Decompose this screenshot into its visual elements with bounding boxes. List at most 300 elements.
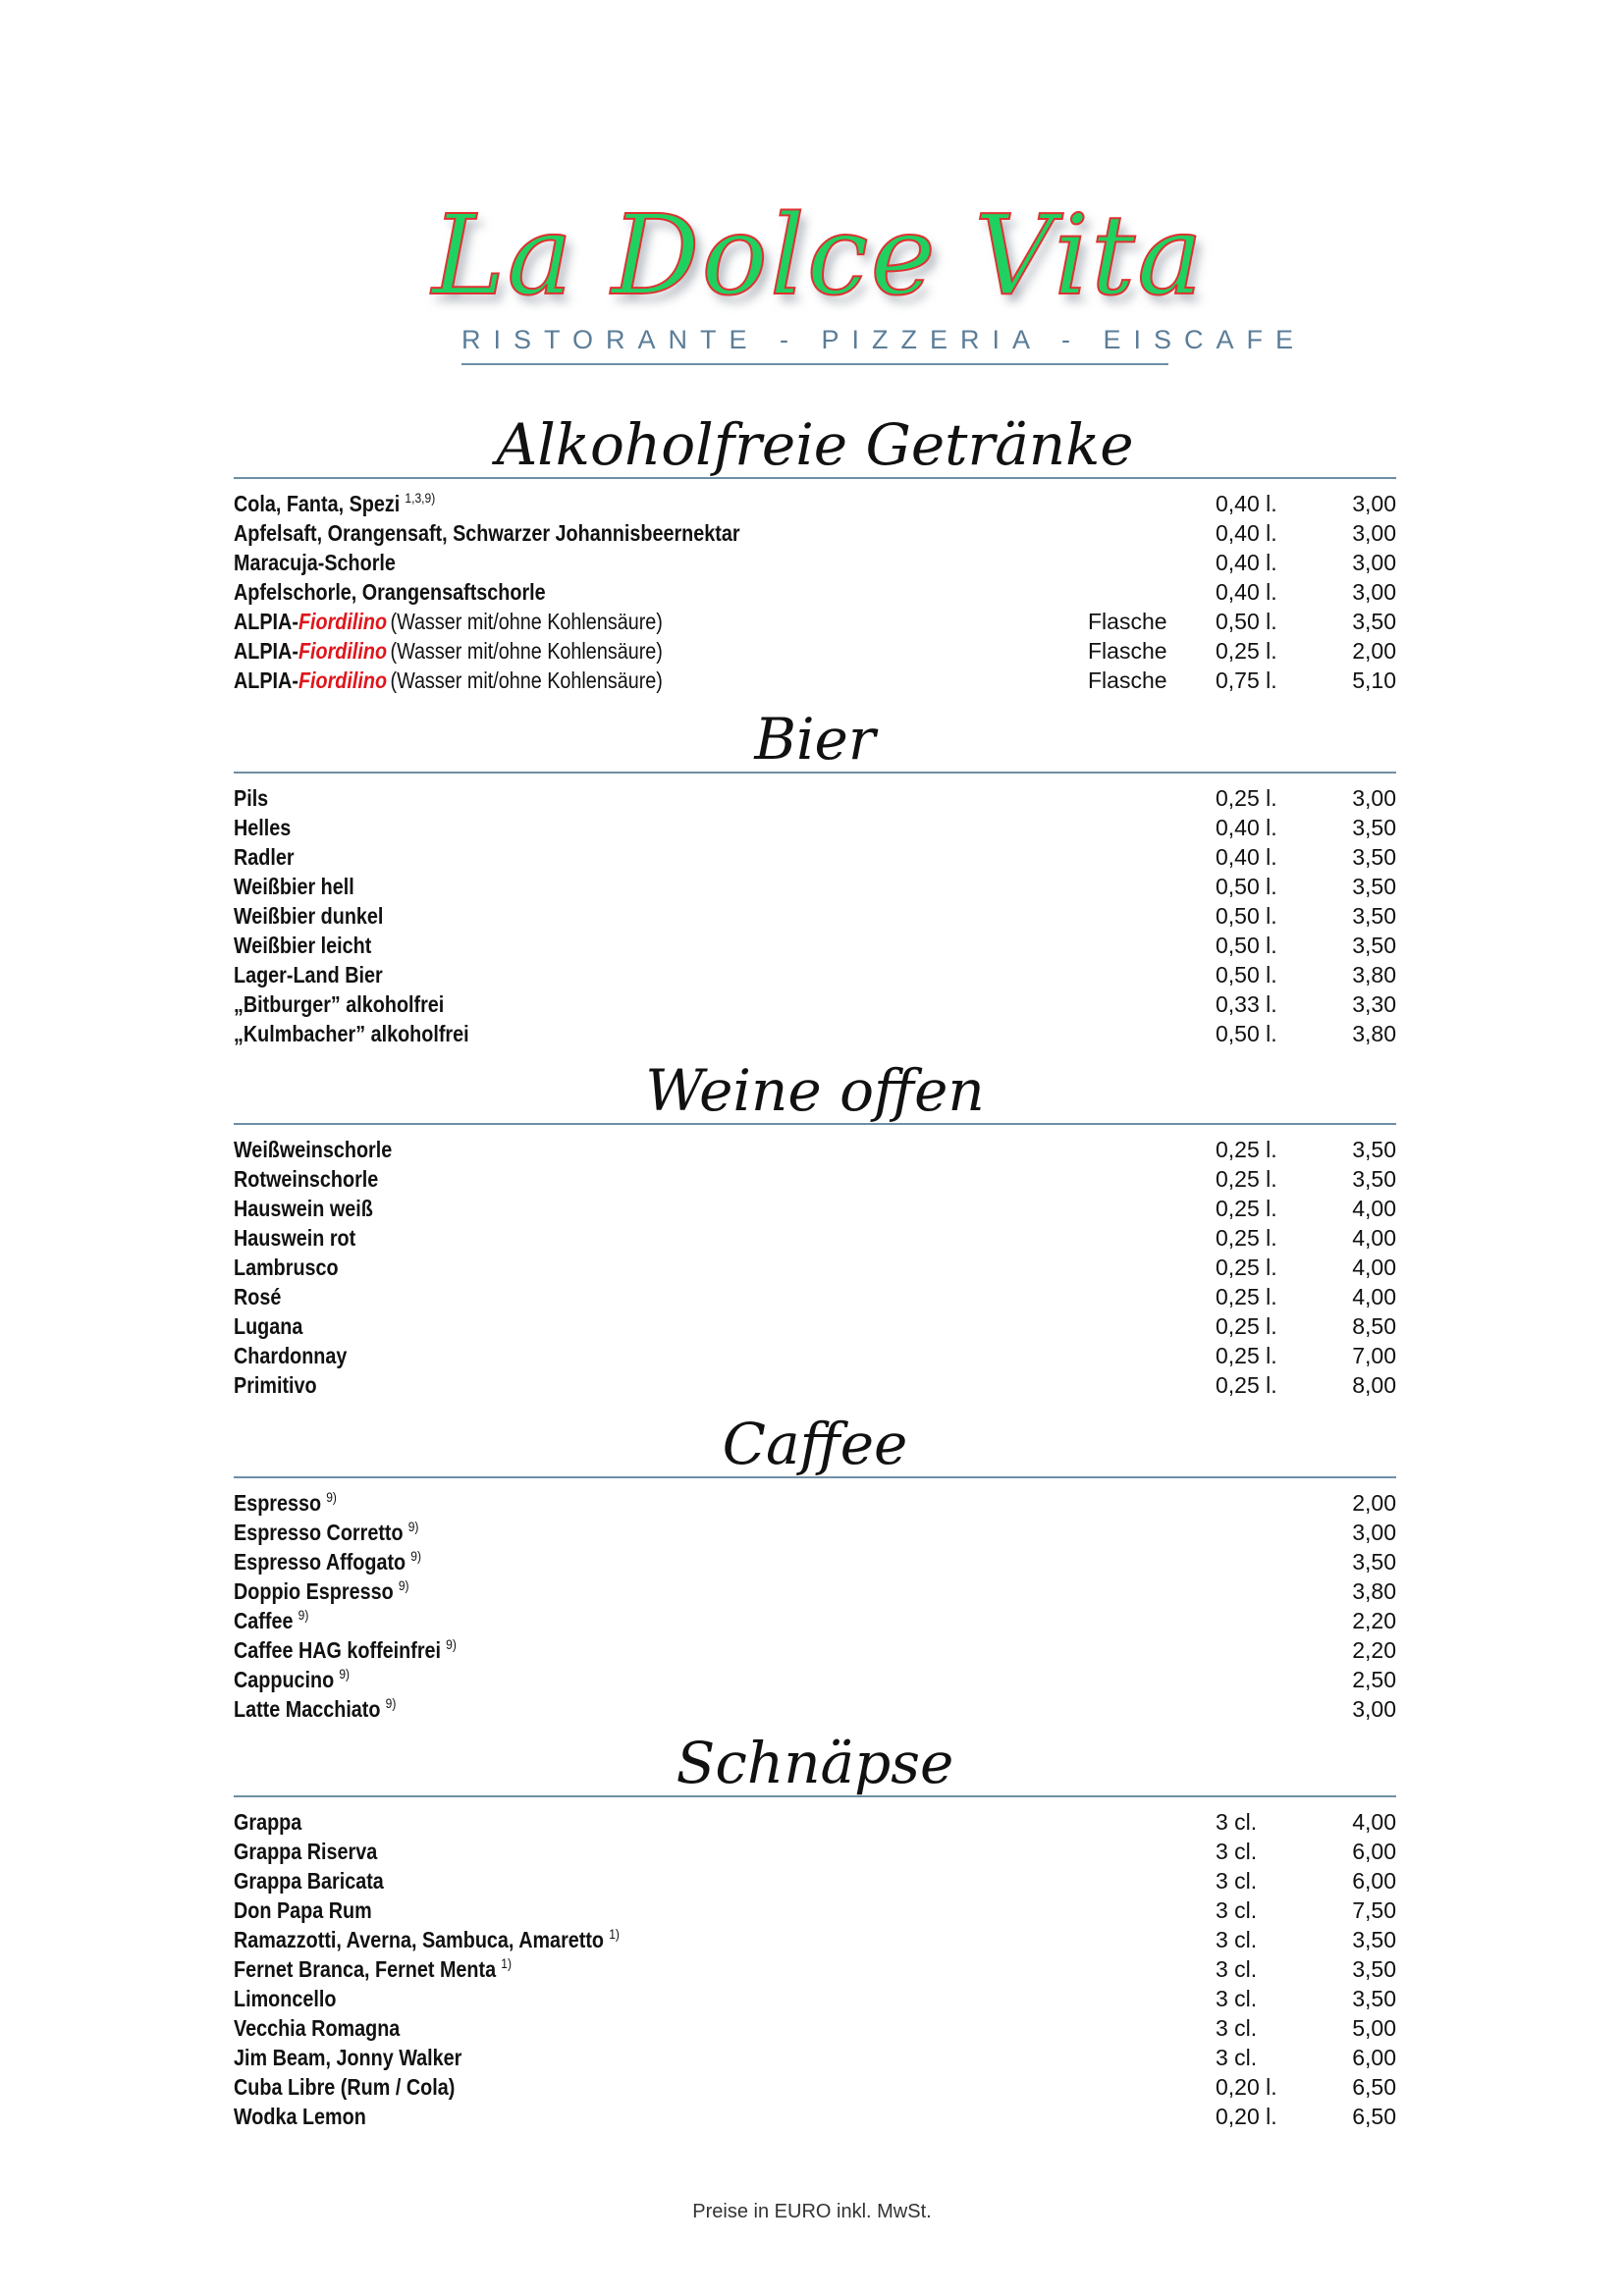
menu-item-name <box>234 1518 418 1550</box>
menu-item-note: (Wasser mit/ohne Kohlensäure) <box>390 638 663 664</box>
menu-item <box>234 931 1396 960</box>
menu-section <box>234 1058 1396 1400</box>
menu-item-label: Lambrusco <box>234 1255 339 1280</box>
menu-item-price: 3,50 <box>1352 1956 1396 1982</box>
menu-item-name <box>234 636 663 666</box>
menu-item-price: 3,00 <box>1352 550 1396 575</box>
menu-item-volume: 3 cl. <box>1216 1956 1258 1982</box>
menu-item-volume: 0,25 l. <box>1216 1343 1277 1368</box>
brand-name: ALPIA- <box>234 609 298 634</box>
dot-leader <box>1283 1164 1349 1194</box>
menu-item-volume: 3 cl. <box>1216 1927 1258 1952</box>
menu-item <box>234 577 1396 607</box>
dot-leader <box>277 783 1206 813</box>
menu-item-label: „Kulmbacher” alkoholfrei <box>234 1021 469 1046</box>
menu-item-description <box>234 1341 365 1370</box>
menu-item-name <box>234 1984 336 2013</box>
dot-leader <box>392 901 1206 931</box>
menu-item <box>234 607 1396 636</box>
menu-item-label: Rotweinschorle <box>234 1166 379 1192</box>
dot-leader <box>1263 1866 1348 1896</box>
menu-item-price: 3,80 <box>1352 1578 1396 1604</box>
dot-leader <box>401 1135 1206 1164</box>
menu-item <box>234 1866 1396 1896</box>
dot-leader <box>748 518 1206 548</box>
menu-item <box>234 1837 1396 1866</box>
menu-item-label: „Bitburger” alkoholfrei <box>234 991 445 1017</box>
allergen-footnote: 9) <box>410 1548 421 1564</box>
menu-item-name <box>234 548 396 577</box>
menu-item-name <box>234 1370 317 1400</box>
menu-item-label: Apfelschorle, Orangensaftschorle <box>234 579 546 605</box>
menu-item-label: Helles <box>234 815 292 840</box>
menu-item-volume: 0,25 l. <box>1216 1196 1277 1221</box>
menu-item-price: 6,50 <box>1352 2074 1396 2100</box>
menu-item-volume: 0,25 l. <box>1216 638 1277 664</box>
menu-item-label: Weißbier hell <box>234 874 354 899</box>
dot-leader <box>1283 783 1349 813</box>
menu-item-description <box>234 960 406 989</box>
menu-item-volume: 0,40 l. <box>1216 550 1277 575</box>
menu-item-name <box>234 783 268 813</box>
dot-leader <box>1283 1282 1349 1311</box>
dot-leader <box>1283 1311 1349 1341</box>
menu-item-name <box>234 1547 421 1579</box>
menu-item-label: Primitivo <box>234 1372 317 1398</box>
menu-item-volume: 0,40 l. <box>1216 520 1277 546</box>
dot-leader <box>364 1223 1206 1253</box>
menu-item-price: 6,00 <box>1352 1868 1396 1894</box>
menu-item-note: (Wasser mit/ohne Kohlensäure) <box>390 667 663 693</box>
menu-item-price: 3,00 <box>1352 785 1396 811</box>
menu-item-volume: 0,25 l. <box>1216 1137 1277 1162</box>
menu-item-name <box>234 489 435 521</box>
restaurant-logo <box>432 192 1307 365</box>
menu-item-price: 4,00 <box>1352 1809 1396 1835</box>
menu-item <box>234 872 1396 901</box>
menu-item-label: Latte Macchiato <box>234 1696 381 1722</box>
menu-item-description <box>234 1984 352 2013</box>
menu-item-price: 3,00 <box>1352 579 1396 605</box>
menu-item-volume: 3 cl. <box>1216 2045 1258 2070</box>
menu-item-name <box>234 901 383 931</box>
dot-leader <box>1175 636 1208 666</box>
menu-item-price: 8,50 <box>1352 1313 1396 1339</box>
dot-leader <box>1283 1341 1349 1370</box>
menu-item <box>234 1019 1396 1048</box>
menu-item-volume: 0,25 l. <box>1216 1284 1277 1309</box>
menu-item-price: 3,30 <box>1352 991 1396 1017</box>
menu-item-description <box>234 1253 355 1282</box>
section-title: Caffee <box>722 1411 908 1477</box>
menu-item-name <box>234 842 295 872</box>
menu-item-volume: 0,25 l. <box>1216 1166 1277 1192</box>
menu-item-name <box>234 989 444 1019</box>
menu-item-name <box>234 1807 301 1837</box>
menu-item-price: 7,50 <box>1352 1897 1396 1923</box>
menu-item-price: 6,50 <box>1352 2104 1396 2129</box>
menu-item-price: 6,00 <box>1352 1839 1396 1864</box>
dot-leader <box>302 842 1206 872</box>
menu-item-price: 2,20 <box>1352 1608 1396 1633</box>
menu-item-name <box>234 1019 469 1048</box>
menu-item-description <box>234 1954 557 1987</box>
menu-item-price: 3,50 <box>1352 609 1396 634</box>
menu-item-volume: 0,25 l. <box>1216 1225 1277 1251</box>
menu-item-description <box>234 1925 682 1957</box>
allergen-footnote: 1,3,9) <box>405 490 436 506</box>
menu-item-price: 3,00 <box>1352 1696 1396 1722</box>
menu-item <box>234 1518 1396 1547</box>
menu-item-price: 3,00 <box>1352 1520 1396 1545</box>
dot-leader <box>1283 960 1349 989</box>
menu-item <box>234 1488 1396 1518</box>
menu-item <box>234 2072 1396 2102</box>
menu-item-description <box>234 1518 449 1550</box>
menu-item-volume: 0,20 l. <box>1216 2104 1277 2129</box>
dot-leader <box>463 2072 1206 2102</box>
menu-item-description <box>234 518 822 548</box>
dot-leader <box>1283 1370 1349 1400</box>
menu-item-label: Weißbier leicht <box>234 933 372 958</box>
menu-item-description <box>234 548 422 577</box>
dot-leader <box>453 989 1206 1019</box>
menu-item-name <box>234 1635 457 1668</box>
menu-item-description <box>234 813 300 842</box>
menu-item-label: Grappa <box>234 1809 302 1835</box>
section-title: Bier <box>754 706 876 773</box>
menu-item-description <box>234 1665 368 1697</box>
menu-item <box>234 1194 1396 1223</box>
dot-leader <box>1263 1807 1348 1837</box>
menu-item-label: Pils <box>234 785 269 811</box>
menu-item-name <box>234 2013 400 2043</box>
menu-item-name <box>234 1194 373 1223</box>
dot-leader <box>405 1694 1348 1724</box>
dot-leader <box>554 577 1206 607</box>
menu-item-description <box>234 1311 314 1341</box>
dot-leader <box>1283 813 1349 842</box>
menu-item-price: 3,50 <box>1352 1166 1396 1192</box>
brand-name: ALPIA- <box>234 638 298 664</box>
menu-item-label: Cuba Libre (Rum / Cola) <box>234 2074 456 2100</box>
dot-leader <box>1283 548 1349 577</box>
allergen-footnote: 9) <box>398 1577 409 1593</box>
menu-item-volume: 0,25 l. <box>1216 1313 1277 1339</box>
menu-item-description <box>234 1164 402 1194</box>
menu-item-label: Lugana <box>234 1313 303 1339</box>
menu-item <box>234 1370 1396 1400</box>
menu-item-description <box>234 607 732 636</box>
menu-item-price: 4,00 <box>1352 1225 1396 1251</box>
menu-item <box>234 2102 1396 2131</box>
menu-item-volume: 3 cl. <box>1216 1868 1258 1894</box>
brand-product-name: Fiordilino <box>298 638 388 664</box>
menu-item-description <box>234 1488 353 1521</box>
allergen-footnote: 9) <box>326 1489 337 1505</box>
menu-item-description <box>234 1282 289 1311</box>
menu-item-price: 4,00 <box>1352 1284 1396 1309</box>
menu-item-price: 3,50 <box>1352 1549 1396 1575</box>
menu-item-description <box>234 1019 508 1048</box>
menu-item-label: Cappucino <box>234 1667 335 1692</box>
section-title: Schnäpse <box>676 1730 954 1796</box>
menu-item-description <box>234 666 732 695</box>
menu-item-description <box>234 1370 330 1400</box>
menu-item <box>234 842 1396 872</box>
dot-leader <box>345 1984 1206 2013</box>
dot-leader <box>317 1606 1348 1635</box>
menu-item <box>234 489 1396 518</box>
menu-item-price: 3,00 <box>1352 520 1396 546</box>
menu-item <box>234 518 1396 548</box>
dot-leader <box>427 1518 1348 1547</box>
menu-item-name <box>234 960 383 989</box>
dot-leader <box>380 1896 1206 1925</box>
menu-item-label: Hauswein rot <box>234 1225 356 1251</box>
menu-item-price: 3,50 <box>1352 933 1396 958</box>
menu-item <box>234 1576 1396 1606</box>
container-label: Flasche <box>1088 609 1167 634</box>
menu-item-name <box>234 931 371 960</box>
menu-item-price: 5,00 <box>1352 2015 1396 2041</box>
dot-leader <box>387 1164 1206 1194</box>
menu-item-label: Apfelsaft, Orangensaft, Schwarzer Johannisbeernektar <box>234 520 740 546</box>
dot-leader <box>429 1547 1348 1576</box>
menu-item-name <box>234 1341 347 1370</box>
menu-item <box>234 666 1396 695</box>
dot-leader <box>325 1370 1206 1400</box>
menu-item-name <box>234 2102 366 2131</box>
menu-item-volume: 0,50 l. <box>1216 1021 1277 1046</box>
menu-item-description <box>234 1896 395 1925</box>
logo-name: La Dolce Vita <box>432 192 1205 320</box>
menu-item-price: 3,50 <box>1352 1137 1396 1162</box>
dot-leader <box>362 872 1206 901</box>
menu-item-label: Maracuja-Schorle <box>234 550 396 575</box>
dot-leader <box>1283 931 1349 960</box>
menu-item-label: Weißbier dunkel <box>234 903 384 929</box>
menu-item-name <box>234 1488 337 1521</box>
menu-item-volume: 3 cl. <box>1216 1897 1258 1923</box>
dot-leader <box>1283 989 1349 1019</box>
menu-item-price: 3,50 <box>1352 1986 1396 2011</box>
menu-item-volume: 0,40 l. <box>1216 579 1277 605</box>
menu-item-price: 3,50 <box>1352 844 1396 870</box>
dot-leader <box>310 1807 1206 1837</box>
dot-leader <box>1263 1925 1348 1954</box>
dot-leader <box>627 1925 1206 1954</box>
menu-item-description <box>234 636 732 666</box>
menu-item <box>234 1547 1396 1576</box>
menu-item-price: 3,80 <box>1352 1021 1396 1046</box>
brand-name: ALPIA- <box>234 667 298 693</box>
menu-item-price: 2,50 <box>1352 1667 1396 1692</box>
brand-product-name: Fiordilino <box>298 667 388 693</box>
menu-section <box>234 1412 1396 1724</box>
menu-item-description <box>234 1576 438 1609</box>
menu-item-label: Caffee <box>234 1608 294 1633</box>
menu-item-description <box>234 2013 427 2043</box>
menu-item-name <box>234 1253 339 1282</box>
menu-item-label: Rosé <box>234 1284 282 1309</box>
dot-leader <box>345 1488 1348 1518</box>
menu-item-volume: 0,40 l. <box>1216 491 1277 516</box>
dot-leader <box>470 2043 1206 2072</box>
allergen-footnote: 9) <box>385 1695 397 1711</box>
dot-leader <box>1283 666 1349 695</box>
menu-item-name <box>234 1164 378 1194</box>
menu-item-volume: 0,20 l. <box>1216 2074 1277 2100</box>
dot-leader <box>374 2102 1206 2131</box>
menu-item-description <box>234 1135 417 1164</box>
dot-leader <box>1283 901 1349 931</box>
menu-item-name <box>234 1896 372 1925</box>
dot-leader <box>1283 607 1349 636</box>
allergen-footnote: 1) <box>501 1955 512 1971</box>
menu-item-name <box>234 1606 308 1638</box>
dot-leader <box>1283 1223 1349 1253</box>
brand-product-name: Fiordilino <box>298 609 388 634</box>
dot-leader <box>1283 489 1349 518</box>
menu-item-label: Espresso <box>234 1490 322 1516</box>
menu-item-volume: 0,40 l. <box>1216 844 1277 870</box>
menu-item-price: 7,00 <box>1352 1343 1396 1368</box>
menu-item-name <box>234 1576 409 1609</box>
menu-item <box>234 1807 1396 1837</box>
dot-leader <box>1283 2102 1349 2131</box>
menu-item-description <box>234 577 596 607</box>
menu-item-description <box>234 872 374 901</box>
menu-item <box>234 813 1396 842</box>
menu-item <box>234 1282 1396 1311</box>
menu-item-price: 3,50 <box>1352 1927 1396 1952</box>
dot-leader <box>671 607 1076 636</box>
menu-item-description <box>234 783 274 813</box>
menu-item-label: Doppio Espresso <box>234 1578 394 1604</box>
menu-item-label: Weißweinschorle <box>234 1137 393 1162</box>
menu-item-name <box>234 1223 355 1253</box>
menu-item-volume: 0,50 l. <box>1216 962 1277 988</box>
menu-item-volume: 0,25 l. <box>1216 1255 1277 1280</box>
dot-leader <box>404 548 1206 577</box>
dot-leader <box>417 1576 1348 1606</box>
menu-item-price: 3,50 <box>1352 874 1396 899</box>
menu-item <box>234 960 1396 989</box>
menu-item-price: 5,10 <box>1352 667 1396 693</box>
allergen-footnote: 9) <box>407 1519 419 1534</box>
menu-item-name <box>234 1135 392 1164</box>
menu-item <box>234 1341 1396 1370</box>
menu-item-label: Grappa Baricata <box>234 1868 384 1894</box>
menu-item-label: Wodka Lemon <box>234 2104 366 2129</box>
menu-item-name <box>234 577 546 607</box>
dot-leader <box>1283 1253 1349 1282</box>
menu-item-description <box>234 489 468 521</box>
menu-item-volume: 3 cl. <box>1216 1986 1258 2011</box>
menu-item <box>234 1135 1396 1164</box>
menu-item-volume: 0,75 l. <box>1216 667 1277 693</box>
dot-leader <box>311 1311 1206 1341</box>
menu-item-name <box>234 813 291 842</box>
menu-item-name <box>234 666 663 695</box>
menu-item-name <box>234 1282 281 1311</box>
menu-item <box>234 1984 1396 2013</box>
menu-item <box>234 989 1396 1019</box>
menu-item-note: (Wasser mit/ohne Kohlensäure) <box>390 609 663 634</box>
menu-item-label: Caffee HAG koffeinfrei <box>234 1637 442 1663</box>
dot-leader <box>355 1341 1206 1370</box>
dot-leader <box>1283 1135 1349 1164</box>
menu-item-description <box>234 1694 422 1727</box>
menu-item-volume: 0,40 l. <box>1216 815 1277 840</box>
menu-item-name <box>234 518 740 548</box>
menu-item-description <box>234 1635 493 1668</box>
menu-item-price: 2,00 <box>1352 638 1396 664</box>
menu-item-volume: 0,50 l. <box>1216 609 1277 634</box>
menu-item <box>234 1635 1396 1665</box>
menu-item-description <box>234 1223 375 1253</box>
dot-leader <box>381 1194 1206 1223</box>
logo-subtitle: RISTORANTE - PIZZERIA - EISCAFE <box>461 325 1168 365</box>
menu-item-volume: 3 cl. <box>1216 1839 1258 1864</box>
menu-item-label: Chardonnay <box>234 1343 348 1368</box>
menu-item <box>234 1253 1396 1282</box>
menu-item-description <box>234 931 394 960</box>
menu-item-price: 4,00 <box>1352 1255 1396 1280</box>
dot-leader <box>299 813 1206 842</box>
dot-leader <box>1263 1896 1348 1925</box>
menu-item-label: Ramazzotti, Averna, Sambuca, Amaretto <box>234 1927 605 1952</box>
dot-leader <box>464 1635 1348 1665</box>
menu-item <box>234 2013 1396 2043</box>
dot-leader <box>347 1253 1206 1282</box>
menu-item-price: 6,00 <box>1352 2045 1396 2070</box>
menu-item-price: 3,80 <box>1352 962 1396 988</box>
menu-item-name <box>234 1311 302 1341</box>
menu-item-description <box>234 1866 408 1896</box>
section-title: Weine offen <box>645 1057 985 1124</box>
menu-item-description <box>234 1547 452 1579</box>
dot-leader <box>380 931 1206 960</box>
container-label: Flasche <box>1088 638 1167 664</box>
menu-item <box>234 2043 1396 2072</box>
menu-item <box>234 1694 1396 1724</box>
menu-item <box>234 548 1396 577</box>
menu-item <box>234 1311 1396 1341</box>
menu-item-volume: 0,50 l. <box>1216 903 1277 929</box>
dot-leader <box>1263 2013 1348 2043</box>
dot-leader <box>519 1954 1206 1984</box>
dot-leader <box>444 489 1206 518</box>
menu-item-volume: 0,50 l. <box>1216 874 1277 899</box>
menu-item <box>234 1954 1396 1984</box>
dot-leader <box>1175 666 1208 695</box>
menu-item-label: Limoncello <box>234 1986 337 2011</box>
allergen-footnote: 1) <box>609 1926 620 1942</box>
dot-leader <box>1263 1837 1348 1866</box>
menu-item <box>234 1223 1396 1253</box>
menu-item-label: Hauswein weiß <box>234 1196 373 1221</box>
menu-item <box>234 1164 1396 1194</box>
menu-item <box>234 1925 1396 1954</box>
dot-leader <box>1283 872 1349 901</box>
menu-item-volume: 3 cl. <box>1216 2015 1258 2041</box>
menu-item-volume: 0,33 l. <box>1216 991 1277 1017</box>
menu-section <box>234 707 1396 1048</box>
dot-leader <box>1283 518 1349 548</box>
menu-item-description <box>234 1194 396 1223</box>
